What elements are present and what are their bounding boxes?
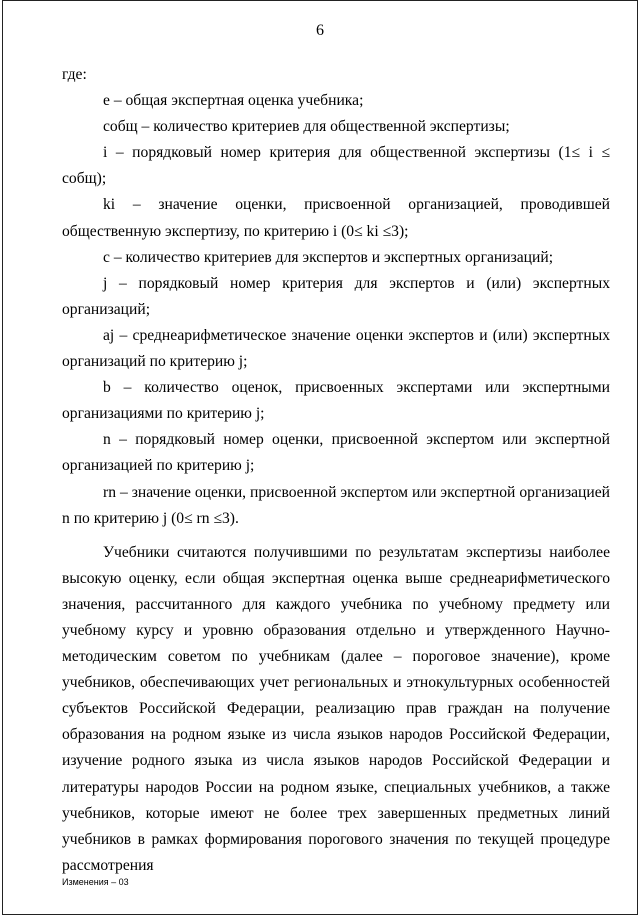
- definition-j: j – порядковый номер критерия для экспертов и (или) экспертных организаций;: [62, 274, 610, 318]
- definition-rn: rn – значение оценки, присвоенной экспертом или экспертной организацией n по критерию j (0≤ rn ≤3).: [62, 483, 610, 527]
- page-number: 6: [316, 22, 324, 39]
- footer-revision: Изменения – 03: [62, 877, 129, 887]
- paragraph-intro: где:: [62, 66, 87, 83]
- definition-b: b – количество оценок, присвоенных экспертами или экспертными организациями по критерию j;: [62, 379, 610, 423]
- definition-aj: aj – среднеарифметическое значение оценки экспертов и (или) экспертных организаций по критерию j;: [62, 326, 610, 371]
- definition-ki: ki – значение оценки, присвоенной организацией, проводившей общественную экспертизу, по критерию i (0≤ ki ≤3);: [62, 196, 610, 240]
- definition-i: i – порядковый номер критерия для общественной экспертизы (1≤ i ≤ cобщ);: [62, 144, 610, 188]
- definition-e: e – общая экспертная оценка учебника;: [103, 92, 364, 110]
- definition-c-obsh: cобщ – количество критериев для общественной экспертизы;: [103, 118, 510, 136]
- paragraph-main: Учебники считаются получившими по результатам экспертизы наиболее высокую оценку, если общая экспертная оценка выше среднеарифметического значения, рассчитанного для каждого учебника по учебному предмету или учебному курсу и уровню образования отдельно и утвержденного Научно-методическим советом по учебникам (далее – пороговое значение), кроме учебников, обеспечивающих учет региональных и этнокультурных особенностей субъектов Российской Федерации, реализацию прав граждан на получение образования на родном языке из числа языков народов Российской Федерации, изучение родного языка из числа языков народов Российской Федерации и литературы народов России на родном языке, специальных учебников, а также учебников, которые имеют не более трех завершенных предметных линий учебников в рамках формирования порогового значения по текущей процедуре рассмотрения: [62, 543, 610, 874]
- document-body: [62, 62, 610, 879]
- definition-n: n – порядковый номер оценки, присвоенной экспертом или экспертной организацией по критерию j;: [62, 431, 610, 475]
- definition-c: c – количество критериев для экспертов и экспертных организаций;: [103, 248, 554, 266]
